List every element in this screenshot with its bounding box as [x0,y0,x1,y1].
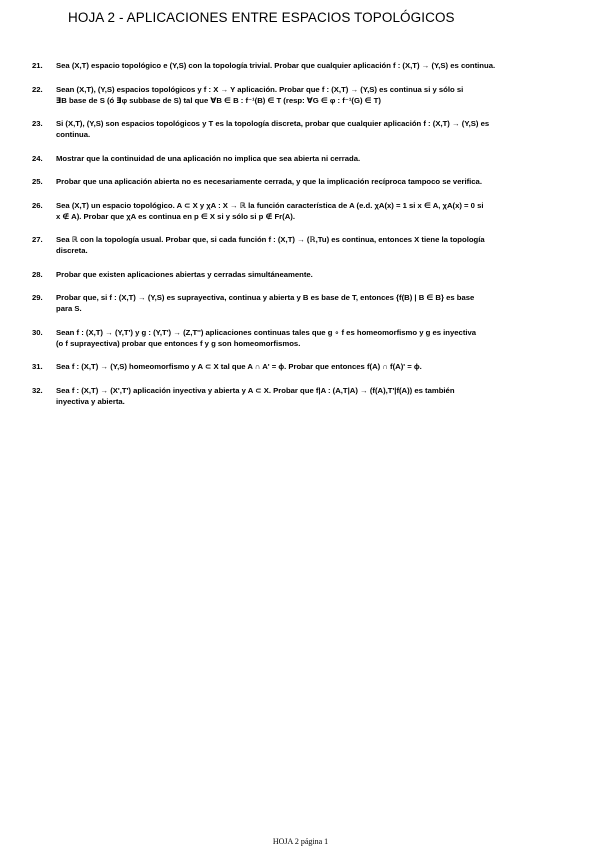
problem-text [56,292,572,314]
page-footer: HOJA 2 página 1 [272,837,329,846]
problem-item [32,385,572,407]
problem-item [32,84,572,106]
problem-line: x ∉ A). Probar que χA es continua en p ∈ X si y sólo si p ∉ Fr(A). [56,211,295,221]
problem-item [32,60,572,71]
problem-number: 31. [32,362,43,371]
problem-line: Probar que existen aplicaciones abiertas y cerradas simultáneamente. [56,269,313,279]
problem-text [56,234,572,256]
problem-item [32,292,572,314]
problem-number: 30. [32,327,43,337]
problem-line: ∃B base de S (ó ∃φ subbase de S) tal que ∀B ∈ B : f⁻¹(B) ∈ T (resp: ∀G ∈ φ : f⁻¹(G) ∈ T) [56,95,381,105]
problem-line: Probar que, si f : (X,T) → (Y,S) es suprayectiva, continua y abierta y B es base de T, entonces {f(B) | B ∈ B} es base [56,293,475,302]
problem-text [56,200,572,222]
problem-number: 25. [32,177,43,186]
problem-number: 22. [32,84,43,94]
problem-text [56,327,572,349]
problem-line: Mostrar que la continuidad de una aplicación no implica que sea abierta ni cerrada. [56,153,361,163]
problem-number: 27. [32,235,43,244]
problem-line: Sea (X,T) espacio topológico e (Y,S) con la topología trivial. Probar que cualquier aplicación f : (X,T) → (Y,S) es continua. [56,61,496,70]
problem-text [56,153,572,164]
problem-number: 21. [32,61,43,70]
page-title: HOJA 2 - APLICACIONES ENTRE ESPACIOS TOPOLÓGICOS [68,10,455,25]
problem-line: Sea (X,T) un espacio topológico. A ⊂ X y χA : X → ℝ la función característica de A (e.d. χA(x) = 1 si x ∈ A, χA(x) = 0 si [56,200,484,210]
problem-line: discreta. [56,246,88,255]
problem-number: 32. [32,385,43,395]
problem-line: Si (X,T), (Y,S) son espacios topológicos y T es la topología discreta, probar que cualquier aplicación f : (X,T) → (Y,S) es [56,119,490,128]
problem-line: Sean (X,T), (Y,S) espacios topológicos y f : X → Y aplicación. Probar que f : (X,T) → (Y,S) es continua si y sólo si [56,84,464,94]
problem-line: continua. [56,130,91,139]
problem-number: 24. [32,153,43,163]
problem-item [32,234,572,256]
problem-number: 28. [32,269,43,279]
problem-line: Sea f : (X,T) → (X',T') aplicación inyectiva y abierta y A ⊂ X. Probar que f|A : (A,T|A) → (f(A),T'|f(A)) es también [56,385,455,395]
problem-item [32,361,572,372]
problem-text [56,361,572,372]
problem-text [56,269,572,280]
problem-text [56,60,572,71]
problem-line: inyectiva y abierta. [56,396,125,406]
problem-item [32,176,572,187]
problem-line: Sea ℝ con la topología usual. Probar que, si cada función f : (X,T) → (ℝ,Tu) es continua, entonces X tiene la topología [56,235,485,244]
problem-item [32,327,572,349]
problem-line: (o f suprayectiva) probar que entonces f y g son homeomorfismos. [56,338,301,348]
problem-item [32,200,572,222]
problem-list [32,60,572,419]
problem-number: 29. [32,293,43,302]
problem-text [56,84,572,106]
problem-line: Sean f : (X,T) → (Y,T') y g : (Y,T') → (Z,T'') aplicaciones continuas tales que g ∘ f es homeomorfismo y g es inyectiva [56,327,477,337]
problem-text [56,176,572,187]
problem-text [56,118,572,140]
problem-item [32,269,572,280]
problem-text [56,385,572,407]
problem-line: Sea f : (X,T) → (Y,S) homeomorfismo y A ⊂ X tal que A ∩ A' = ϕ. Probar que entonces f(A) ∩ f(A)' = ϕ. [56,362,422,371]
problem-number: 26. [32,200,43,210]
problem-item [32,153,572,164]
problem-line: para S. [56,304,82,313]
problem-number: 23. [32,119,43,128]
problem-line: Probar que una aplicación abierta no es necesariamente cerrada, y que la implicación recíproca tampoco se verifica. [56,177,482,186]
problem-item [32,118,572,140]
